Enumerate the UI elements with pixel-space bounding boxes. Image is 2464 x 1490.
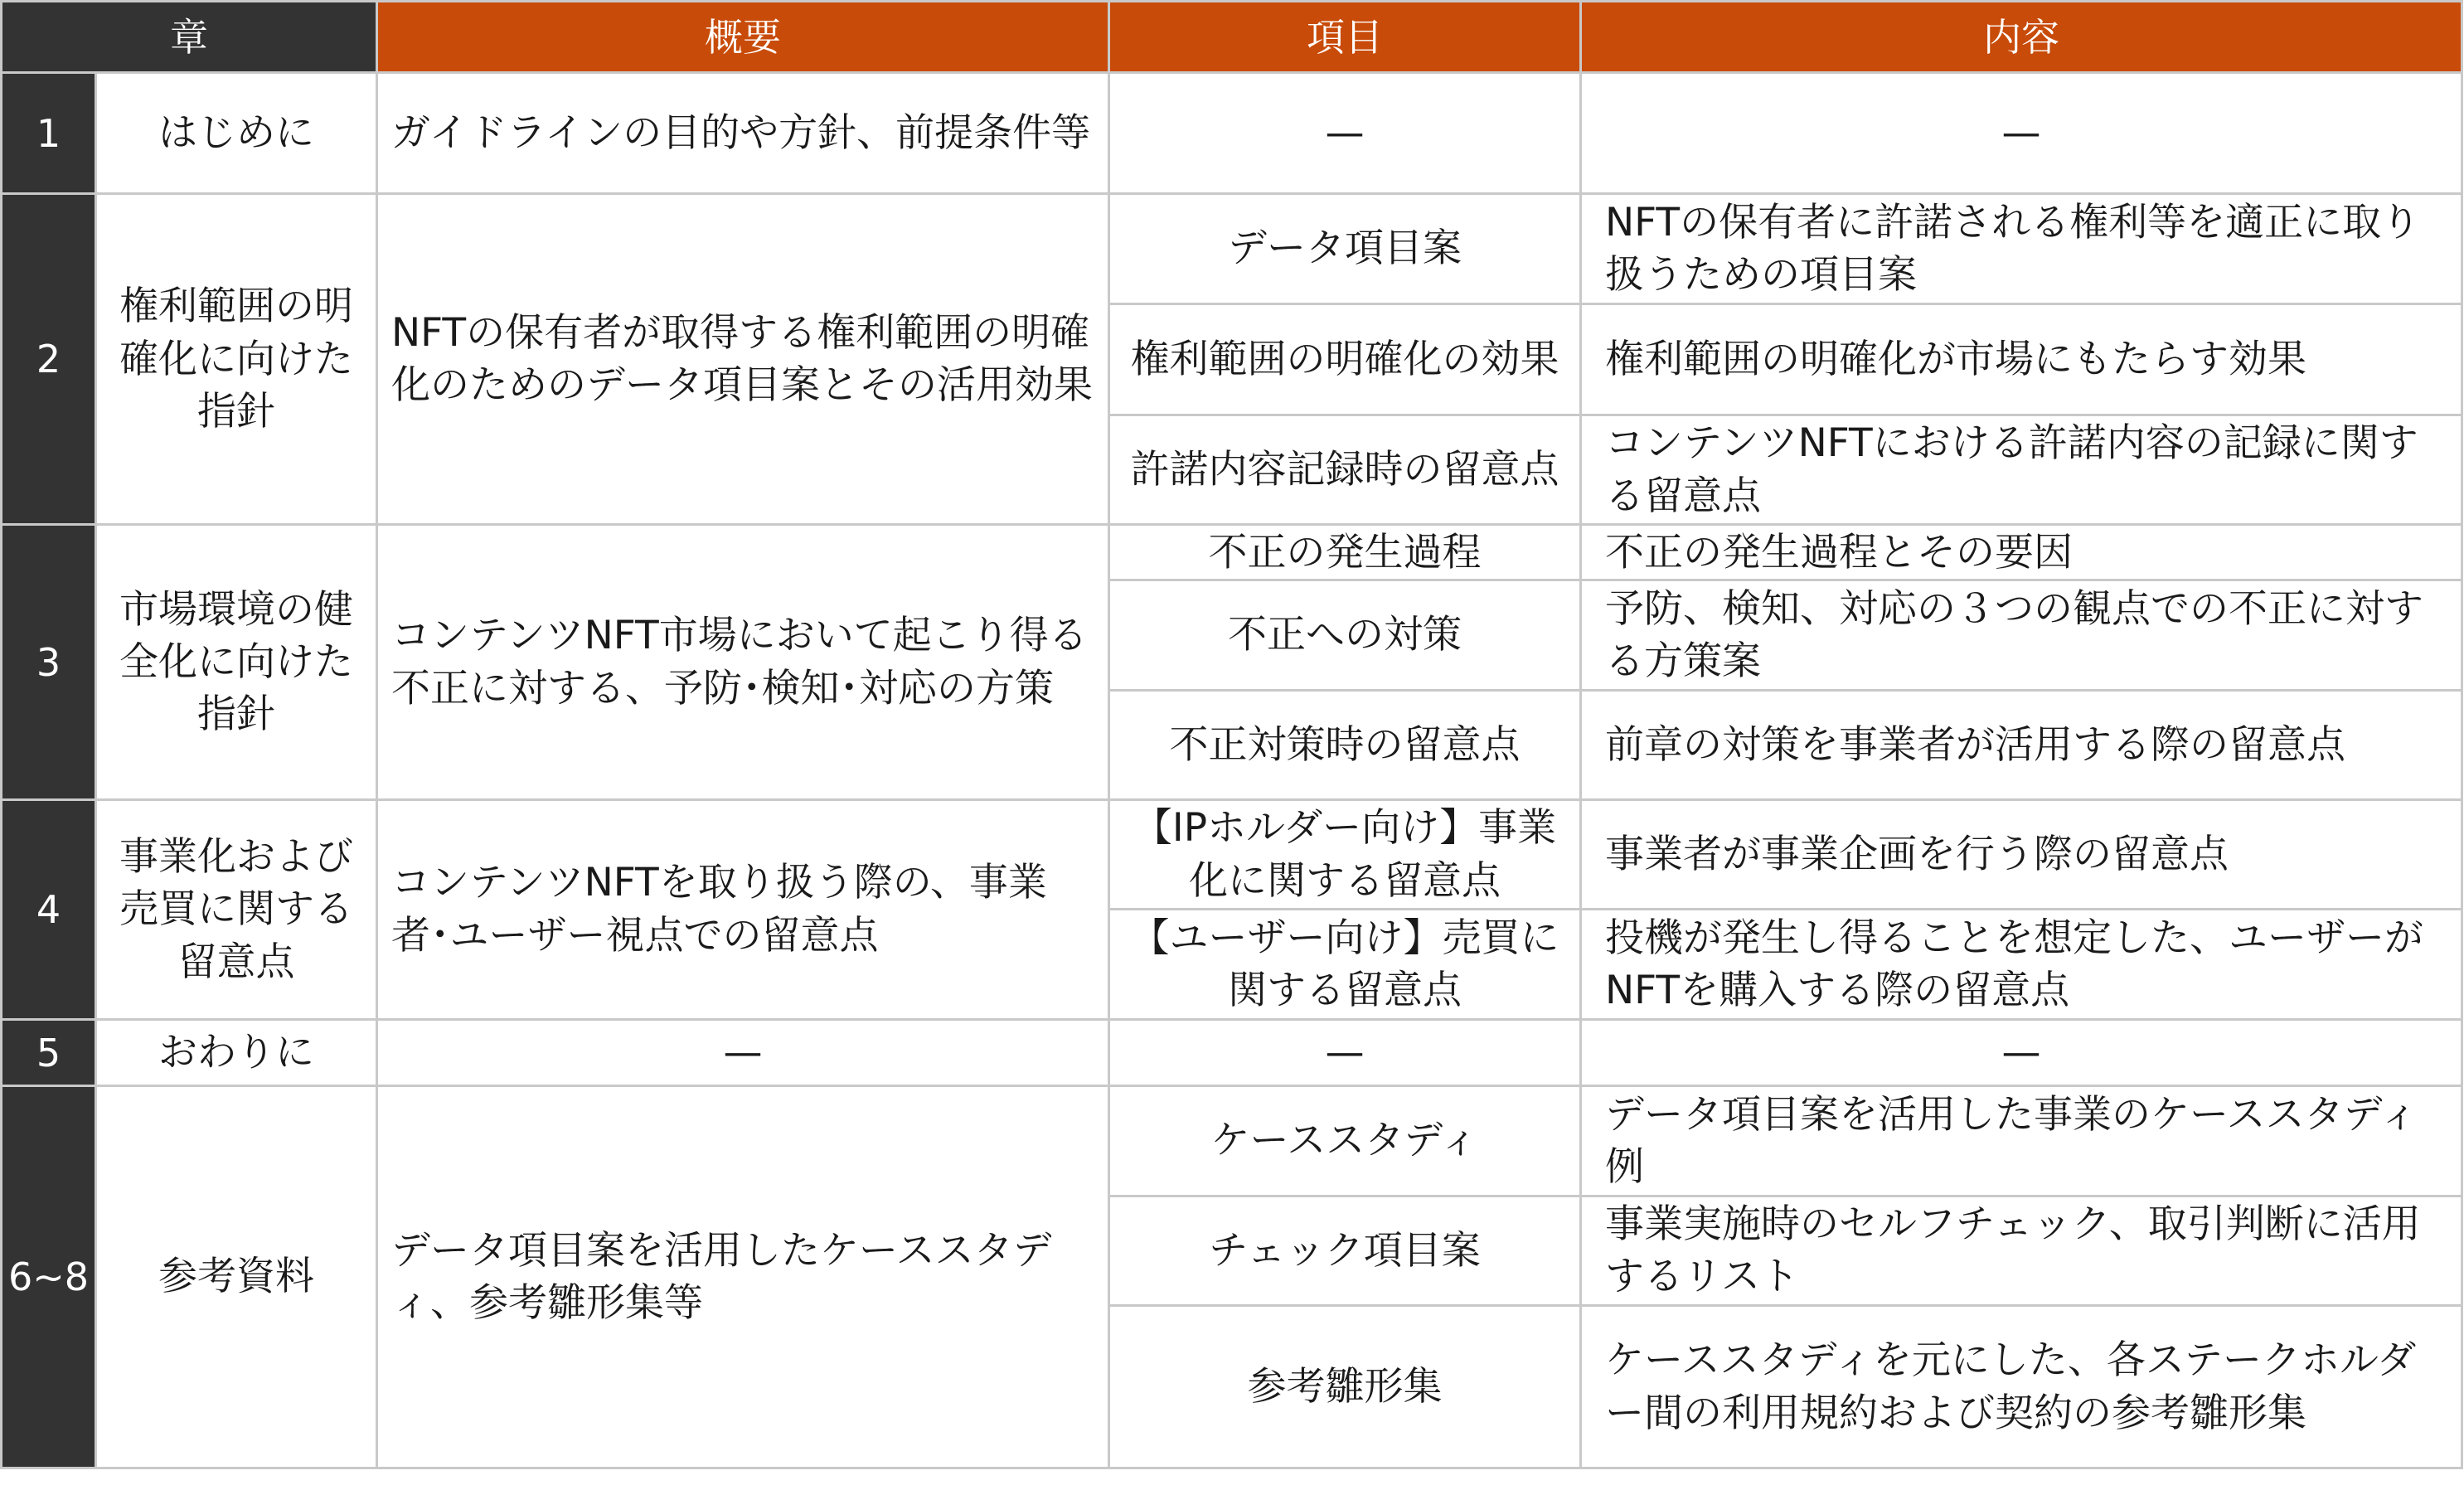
table-row — [2, 525, 2462, 580]
content-cell: NFTの保有者に許諾される権利等を適正に取り扱うための項目案 — [1581, 194, 2462, 303]
chapter-summary: コンテンツNFT市場において起こり得る不正に対する、予防･検知･対応の方策 — [377, 525, 1109, 800]
item-cell: 不正対策時の留意点 — [1109, 690, 1581, 799]
item-cell: 【ユーザー向け】売買に関する留意点 — [1109, 910, 1581, 1019]
chapter-summary: ガイドラインの目的や方針、前提条件等 — [377, 73, 1109, 194]
content-cell: 前章の対策を事業者が活用する際の留意点 — [1581, 690, 2462, 799]
item-cell: 不正の発生過程 — [1109, 525, 1581, 580]
chapter-name: 権利範囲の明確化に向けた指針 — [96, 194, 377, 525]
table-row — [2, 1019, 2462, 1086]
chapter-summary: NFTの保有者が取得する権利範囲の明確化のためのデータ項目案とその活用効果 — [377, 194, 1109, 525]
content-cell: ケーススタディを元にした、各ステークホルダー間の利用規約および契約の参考雛形集 — [1581, 1306, 2462, 1468]
table-row — [2, 73, 2462, 194]
content-cell: 事業者が事業企画を行う際の留意点 — [1581, 800, 2462, 910]
item-cell: 権利範囲の明確化の効果 — [1109, 303, 1581, 415]
chapter-name: 事業化および売買に関する留意点 — [96, 800, 377, 1020]
chapter-summary: — — [377, 1019, 1109, 1086]
chapter-number: 6~8 — [2, 1086, 96, 1468]
item-cell: — — [1109, 73, 1581, 194]
item-cell: ケーススタディ — [1109, 1086, 1581, 1196]
item-cell: 許諾内容記録時の留意点 — [1109, 415, 1581, 525]
item-cell: — — [1109, 1019, 1581, 1086]
item-cell: チェック項目案 — [1109, 1196, 1581, 1305]
content-cell: 投機が発生し得ることを想定した、ユーザーがNFTを購入する際の留意点 — [1581, 910, 2462, 1019]
chapter-number: 3 — [2, 525, 96, 800]
item-cell: データ項目案 — [1109, 194, 1581, 303]
chapter-number: 5 — [2, 1019, 96, 1086]
chapter-summary: データ項目案を活用したケーススタディ、参考雛形集等 — [377, 1086, 1109, 1468]
content-cell: 権利範囲の明確化が市場にもたらす効果 — [1581, 303, 2462, 415]
header-summary: 概要 — [377, 2, 1109, 73]
content-cell: 事業実施時のセルフチェック、取引判断に活用するリスト — [1581, 1196, 2462, 1305]
chapter-name: 参考資料 — [96, 1086, 377, 1468]
content-cell: コンテンツNFTにおける許諾内容の記録に関する留意点 — [1581, 415, 2462, 525]
table-row — [2, 1086, 2462, 1196]
item-cell: 【IPホルダー向け】事業化に関する留意点 — [1109, 800, 1581, 910]
header-chapter: 章 — [2, 2, 377, 73]
table-row — [2, 800, 2462, 910]
chapter-number: 2 — [2, 194, 96, 525]
chapter-number: 1 — [2, 73, 96, 194]
header-content: 内容 — [1581, 2, 2462, 73]
table-row — [2, 194, 2462, 303]
content-cell: — — [1581, 1019, 2462, 1086]
content-cell: 予防、検知、対応の３つの観点での不正に対する方策案 — [1581, 580, 2462, 690]
chapter-name: おわりに — [96, 1019, 377, 1086]
header-item: 項目 — [1109, 2, 1581, 73]
chapter-name: はじめに — [96, 73, 377, 194]
content-cell: データ項目案を活用した事業のケーススタディ例 — [1581, 1086, 2462, 1196]
chapter-name: 市場環境の健全化に向けた指針 — [96, 525, 377, 800]
item-cell: 不正への対策 — [1109, 580, 1581, 690]
content-cell: — — [1581, 73, 2462, 194]
content-cell: 不正の発生過程とその要因 — [1581, 525, 2462, 580]
item-cell: 参考雛形集 — [1109, 1306, 1581, 1468]
header-row — [2, 2, 2462, 73]
chapter-summary: コンテンツNFTを取り扱う際の、事業者･ユーザー視点での留意点 — [377, 800, 1109, 1020]
chapter-number: 4 — [2, 800, 96, 1020]
